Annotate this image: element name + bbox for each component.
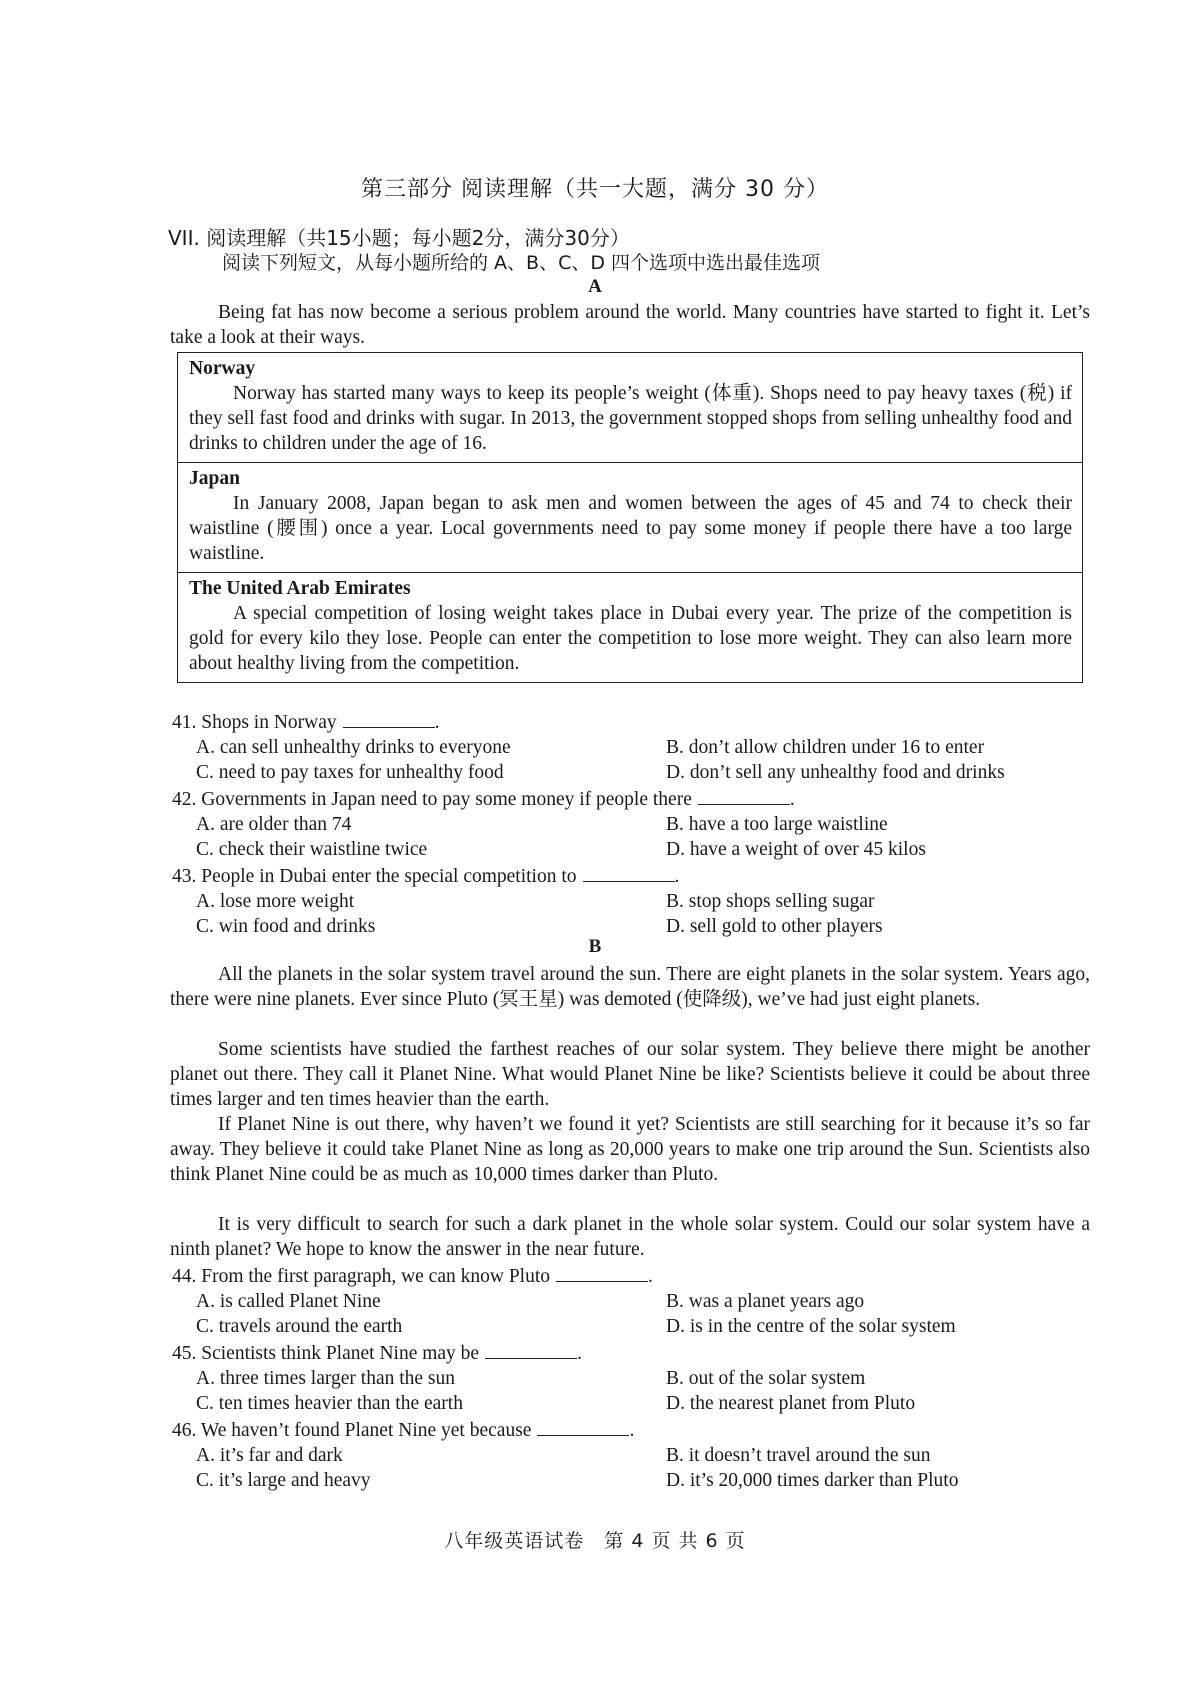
question-45: 45. Scientists think Planet Nine may be . A. three times larger than the sun B. out of the solar system C. ten times heavier than the earth D. the nearest planet from Pluto (172, 1341, 1092, 1416)
option-c[interactable]: C. travels around the earth (196, 1316, 403, 1337)
answer-blank[interactable] (698, 788, 790, 805)
question-stem: 44. From the first paragraph, we can know Pluto (172, 1266, 551, 1287)
option-c[interactable]: C. ten times heavier than the earth (196, 1393, 463, 1414)
question-stem: 43. People in Dubai enter the special competition to (172, 866, 577, 887)
question-44: 44. From the first paragraph, we can know Pluto . A. is called Planet Nine B. was a planet years ago C. travels around the earth D. is in the centre of the solar system (172, 1264, 1092, 1339)
option-c[interactable]: C. check their waistline twice (196, 839, 428, 860)
section-instruction: 阅读下列短文，从每小题所给的 A、B、C、D 四个选项中选出最佳选项 (222, 252, 821, 274)
answer-blank[interactable] (485, 1342, 577, 1359)
country-text: In January 2008, Japan began to ask men and women between the ages of 45 and 74 to check their waistline (腰围) once a year. Local governments need to pay some money if people there have a too large waistline. (189, 493, 1072, 564)
option-a[interactable]: A. is called Planet Nine (196, 1291, 381, 1312)
option-d[interactable]: D. is in the centre of the solar system (666, 1316, 956, 1337)
country-title: The United Arab Emirates (189, 578, 411, 599)
question-46: 46. We haven’t found Planet Nine yet because . A. it’s far and dark B. it doesn’t travel around the sun C. it’s large and heavy D. it’s 20,000 times darker than Pluto (172, 1418, 1092, 1493)
country-text: A special competition of losing weight takes place in Dubai every year. The prize of the competition is gold for every kilo they lose. People can enter the competition to lose more weight. They can also learn more about healthy living from the competition. (189, 603, 1072, 674)
answer-blank[interactable] (343, 711, 435, 728)
option-a[interactable]: A. are older than 74 (196, 814, 352, 835)
passage-b-paragraph: All the planets in the solar system travel around the sun. There are eight planets in the solar system. Years ago, there were nine planets. Ever since Pluto (冥王星) was demoted (使降级), we’ve had just eight planets. (170, 964, 1090, 1010)
option-a[interactable]: A. three times larger than the sun (196, 1368, 456, 1389)
option-b[interactable]: B. it doesn’t travel around the sun (666, 1445, 931, 1466)
question-stem: 42. Governments in Japan need to pay some money if people there (172, 789, 692, 810)
country-title: Japan (189, 468, 240, 489)
answer-blank[interactable] (583, 865, 675, 882)
country-box-norway (178, 353, 1082, 463)
question-stem: 45. Scientists think Planet Nine may be (172, 1343, 480, 1364)
country-title: Norway (189, 358, 256, 379)
answer-blank[interactable] (537, 1419, 629, 1436)
passage-b-paragraph: Some scientists have studied the farthest reaches of our solar system. They believe there might be another planet out there. They call it Planet Nine. What would Planet Nine be like? Scientists believe it could be about three times larger and ten times heavier than the earth. (170, 1039, 1090, 1110)
option-c[interactable]: C. win food and drinks (196, 916, 376, 937)
option-d[interactable]: D. have a weight of over 45 kilos (666, 839, 926, 860)
question-42: 42. Governments in Japan need to pay some money if people there . A. are older than 74 B. have a too large waistline C. check their waistline twice D. have a weight of over 45 kilos (172, 787, 1092, 862)
country-box-uae (178, 573, 1082, 682)
option-b[interactable]: B. stop shops selling sugar (666, 891, 875, 912)
answer-blank[interactable] (556, 1265, 648, 1282)
option-c[interactable]: C. it’s large and heavy (196, 1470, 371, 1491)
question-41: 41. Shops in Norway . A. can sell unhealthy drinks to everyone B. don’t allow children under 16 to enter C. need to pay taxes for unhealthy food D. don’t sell any unhealthy food and drinks (172, 710, 1092, 785)
option-d[interactable]: D. sell gold to other players (666, 916, 883, 937)
country-text: Norway has started many ways to keep its people’s weight (体重). Shops need to pay heavy taxes (税) if they sell fast food and drinks with sugar. In 2013, the government stopped shops from selling unhealthy food and drinks to children under the age of 16. (189, 383, 1072, 454)
question-stem: 41. Shops in Norway (172, 712, 337, 733)
option-a[interactable]: A. can sell unhealthy drinks to everyone (196, 737, 511, 758)
passage-a-intro: Being fat has now become a serious problem around the world. Many countries have started to fight it. Let’s take a look at their ways. (170, 302, 1090, 348)
option-d[interactable]: D. the nearest planet from Pluto (666, 1393, 916, 1414)
option-a[interactable]: A. lose more weight (196, 891, 355, 912)
question-stem: 46. We haven’t found Planet Nine yet because (172, 1420, 532, 1441)
passage-b-paragraph: If Planet Nine is out there, why haven’t we found it yet? Scientists are still searching for it because it’s so far away. They believe it could take Planet Nine as long as 20,000 years to make one trip around the Sun. Scientists also think Planet Nine could be as much as 10,000 times darker than Pluto. (170, 1114, 1090, 1185)
countries-table (177, 352, 1083, 683)
option-a[interactable]: A. it’s far and dark (196, 1445, 343, 1466)
option-b[interactable]: B. don’t allow children under 16 to enter (666, 737, 985, 758)
option-d[interactable]: D. it’s 20,000 times darker than Pluto (666, 1470, 959, 1491)
question-43: 43. People in Dubai enter the special competition to . A. lose more weight B. stop shops selling sugar C. win food and drinks D. sell gold to other players (172, 864, 1092, 939)
option-b[interactable]: B. have a too large waistline (666, 814, 888, 835)
section-heading: VII. 阅读理解（共15小题；每小题2分，满分30分） (168, 226, 630, 250)
passage-a-letter: A (588, 276, 602, 297)
option-c[interactable]: C. need to pay taxes for unhealthy food (196, 762, 504, 783)
option-b[interactable]: B. was a planet years ago (666, 1291, 865, 1312)
part-title: 第三部分 阅读理解（共一大题，满分 30 分） (361, 177, 829, 202)
country-box-japan (178, 463, 1082, 573)
page-footer: 八年级英语试卷 第 4 页 共 6 页 (444, 1530, 746, 1552)
option-d[interactable]: D. don’t sell any unhealthy food and drinks (666, 762, 1005, 783)
option-b[interactable]: B. out of the solar system (666, 1368, 866, 1389)
passage-b-letter: B (588, 936, 602, 957)
passage-b-paragraph: It is very difficult to search for such a dark planet in the whole solar system. Could our solar system have a ninth planet? We hope to know the answer in the near future. (170, 1214, 1090, 1260)
